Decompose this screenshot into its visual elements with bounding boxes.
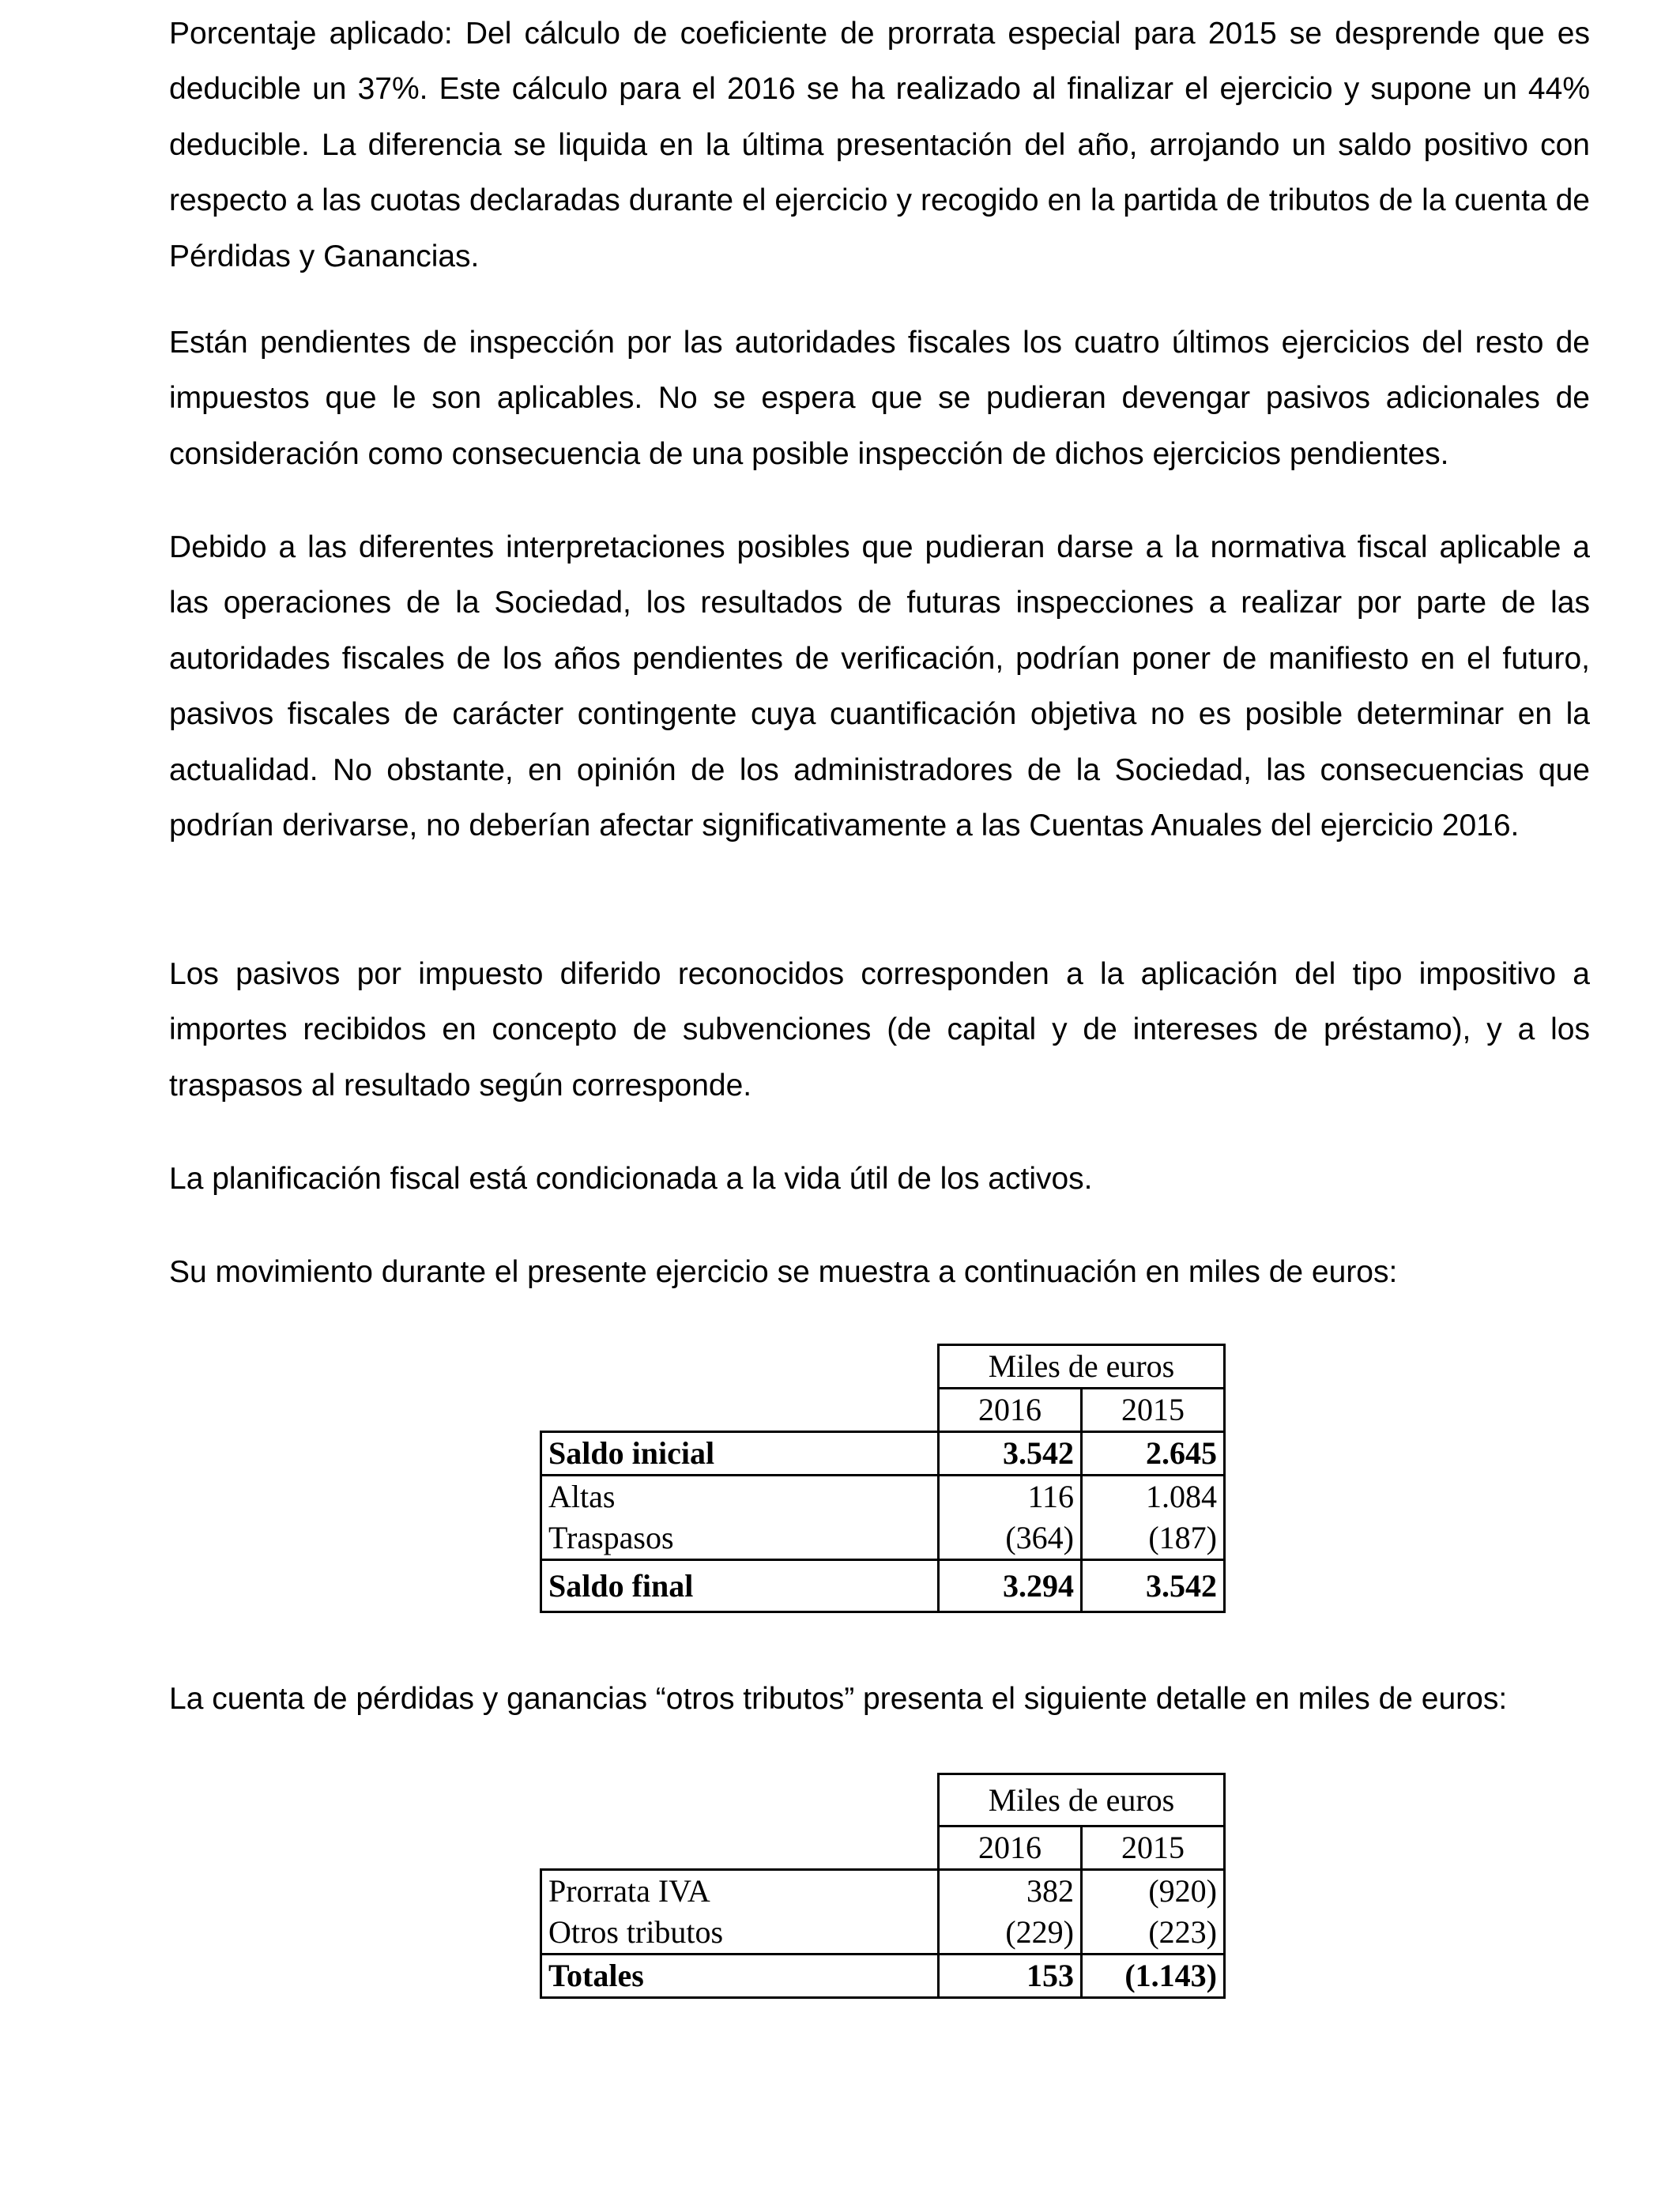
year-2015: 2015 xyxy=(1082,1826,1225,1870)
row-value-2015: 3.542 xyxy=(1082,1560,1225,1612)
row-value-2016: 3.294 xyxy=(939,1560,1082,1612)
year-2015: 2015 xyxy=(1082,1389,1225,1432)
row-value-2015: 2.645 xyxy=(1082,1432,1225,1476)
table-header-row xyxy=(541,1345,1225,1389)
deferred-tax-table xyxy=(540,1344,1226,1613)
table-header-row xyxy=(541,1774,1225,1826)
row-label: Saldo inicial xyxy=(541,1432,939,1476)
row-value-2015: (187) xyxy=(1082,1517,1225,1560)
row-value-2016: 153 xyxy=(939,1955,1082,1998)
row-label: Saldo final xyxy=(541,1560,939,1612)
table-row xyxy=(541,1517,1225,1560)
row-value-2015: (1.143) xyxy=(1082,1955,1225,1998)
table-years-row xyxy=(541,1389,1225,1432)
paragraph-planificacion: La planificación fiscal está condicionada a la vida útil de los activos. xyxy=(169,1162,1093,1196)
row-value-2015: (223) xyxy=(1082,1912,1225,1955)
row-value-2015: 1.084 xyxy=(1082,1476,1225,1518)
table-row xyxy=(541,1432,1225,1476)
table-header-miles: Miles de euros xyxy=(939,1345,1225,1389)
paragraph-interpretaciones: Debido a las diferentes interpretaciones posibles que pudieran darse a la normativa fiscal aplicable a las operaciones de la Sociedad, los resultados de futuras inspecciones a realizar por parte de las autoridades fiscales de los años pendientes de verificación, podrían poner de manifiesto en el futuro, pasivos fiscales de carácter contingente cuya cuantificación objetiva no es posible determinar en la actualidad. No obstante, en opinión de los administradores de la Sociedad, las consecuencias que podrían derivarse, no deberían afectar significativamente a las Cuentas Anuales del ejercicio 2016. xyxy=(169,530,1590,843)
row-label: Totales xyxy=(541,1955,939,1998)
other-taxes-table xyxy=(540,1773,1226,1999)
row-value-2016: (229) xyxy=(939,1912,1082,1955)
paragraph-otros-tributos: La cuenta de pérdidas y ganancias “otros tributos” presenta el siguiente detalle en miles de euros: xyxy=(169,1682,1508,1716)
paragraph-prorrata: Porcentaje aplicado: Del cálculo de coeficiente de prorrata especial para 2015 se desprende que es deducible un 37%. Este cálculo para el 2016 se ha realizado al finalizar el ejercicio y supone un 44% deducible. La diferencia se liquida en la última presentación del año, arrojando un saldo positivo con respecto a las cuotas declaradas durante el ejercicio y recogido en la partida de tributos de la cuenta de Pérdidas y Ganancias. xyxy=(169,17,1590,273)
table-header-miles: Miles de euros xyxy=(939,1774,1225,1826)
year-2016: 2016 xyxy=(939,1826,1082,1870)
table-row xyxy=(541,1912,1225,1955)
row-label: Traspasos xyxy=(541,1517,939,1560)
row-label: Altas xyxy=(541,1476,939,1518)
paragraph-inspeccion: Están pendientes de inspección por las autoridades fiscales los cuatro últimos ejercicios del resto de impuestos que le son aplicables. No se espera que se pudieran devengar pasivos adicionales de consideración como consecuencia de una posible inspección de dichos ejercicios pendientes. xyxy=(169,326,1590,471)
row-value-2015: (920) xyxy=(1082,1870,1225,1913)
row-label: Otros tributos xyxy=(541,1912,939,1955)
row-value-2016: 3.542 xyxy=(939,1432,1082,1476)
paragraph-movimiento: Su movimiento durante el presente ejercicio se muestra a continuación en miles de euros: xyxy=(169,1255,1398,1289)
row-value-2016: 116 xyxy=(939,1476,1082,1518)
table-row xyxy=(541,1870,1225,1913)
row-label: Prorrata IVA xyxy=(541,1870,939,1913)
row-value-2016: 382 xyxy=(939,1870,1082,1913)
row-value-2016: (364) xyxy=(939,1517,1082,1560)
table-row xyxy=(541,1476,1225,1518)
table-years-row xyxy=(541,1826,1225,1870)
table-row xyxy=(541,1560,1225,1612)
paragraph-pasivos-diferidos: Los pasivos por impuesto diferido reconocidos corresponden a la aplicación del tipo impositivo a importes recibidos en concepto de subvenciones (de capital y de intereses de préstamo), y a los traspasos al resultado según corresponde. xyxy=(169,957,1590,1103)
table-row xyxy=(541,1955,1225,1998)
year-2016: 2016 xyxy=(939,1389,1082,1432)
